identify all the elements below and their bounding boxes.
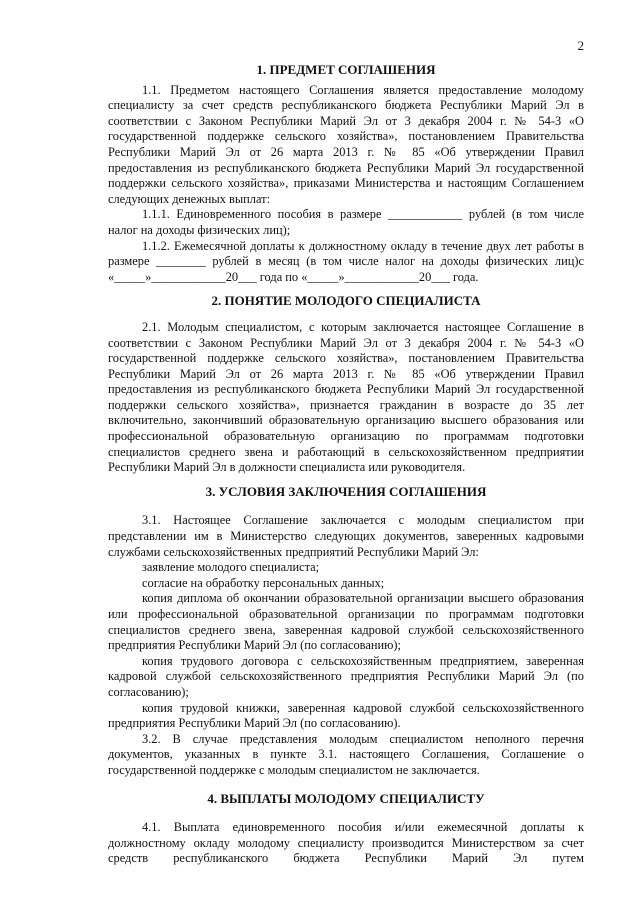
paragraph-1-1-2: 1.1.2. Ежемесячной доплаты к должностному окладу в течение двух лет работы в размере ________ рублей в месяц (в том числе налог на доходы физических лиц)с «_____»____________20___ года по «_____»____________20___ года. [108,238,584,284]
document-body [108,62,584,867]
list-item-contract: копия трудового договора с сельскохозяйственным предприятием, заверенная кадровой службой сельскохозяйственного предприятия Республики Марий Эл (по согласованию); [108,653,584,699]
list-item-workbook: копия трудовой книжки, заверенная кадровой службой сельскохозяйственного предприятия Республики Марий Эл (по согласованию). [108,700,584,731]
paragraph-3-1: 3.1. Настоящее Соглашение заключается с молодым специалистом при представлении им в Министерство следующих документов, заверенных кадровыми службами сельскохозяйственных предприятий Республики Марий Эл: [108,513,584,559]
section-title-definition: 2. ПОНЯТИЕ МОЛОДОГО СПЕЦИАЛИСТА [211,293,481,309]
list-item-application: заявление молодого специалиста; [142,560,320,575]
section-title-payments: 4. ВЫПЛАТЫ МОЛОДОМУ СПЕЦИАЛИСТУ [207,790,485,806]
section-payments [108,791,584,867]
paragraph-1-1: 1.1. Предметом настоящего Соглашения является предоставление молодому специалисту за счет средств республиканского бюджета Республики Марий Эл в соответствии с Законом Республики Марий Эл от 3 декабря 2004 г. № 54-З «О государственной поддержке сельского хозяйства», постановлением Правительства Республики Марий Эл от 26 марта 2013 г. № 85 «Об утверждении Правил предоставления из республиканского бюджета Республики Марий Эл государственной поддержки сельского хозяйства», приказами Министерства и настоящим Соглашением следующих денежных выплат: [108,82,584,206]
section-title-conditions: 3. УСЛОВИЯ ЗАКЛЮЧЕНИЯ СОГЛАШЕНИЯ [205,483,487,499]
paragraph-4-1: 4.1. Выплата единовременного пособия и/или ежемесячной доплаты к должностному окладу молодому специалисту производится Министерством за счет средств республиканского бюджета Республики Марий Эл путем [108,820,584,866]
section-definition [108,293,584,476]
list-item-diploma: копия диплома об окончании образовательной организации высшего образования или профессиональной образовательной организации по программам подготовки специалистов среднего звена, заверенная кадровой службой сельскохозяйственного предприятия Республики Марий Эл (по согласованию); [108,591,584,653]
section-title-subject: 1. ПРЕДМЕТ СОГЛАШЕНИЯ [256,62,436,77]
paragraph-3-2: 3.2. В случае представления молодым специалистом неполного перечня документов, указанных в пункте 3.1. настоящего Соглашения, Соглашение о государственной поддержке с молодым специалистом не заключается. [108,731,584,777]
paragraph-1-1-1: 1.1.1. Единовременного пособия в размере ____________ рублей (в том числе налог на доходы физических лиц); [108,207,584,237]
page-number: 2 [577,38,584,53]
paragraph-2-1: 2.1. Молодым специалистом, с которым заключается настоящее Соглашение в соответствии с Законом Республики Марий Эл от 3 декабря 2004 г. № 54-З «О государственной поддержке сельского хозяйства», постановлением Правительства Республики Марий Эл от 26 марта 2013 г. № 85 «Об утверждении Правил предоставления из республиканского бюджета Республики Марий Эл государственной поддержки сельского хозяйства», признается гражданин в возрасте до 35 лет включительно, закончивший образовательную организацию высшего образования или профессиональной образовательную организацию по программам подготовки специалистов среднего звена и работающий в сельскохозяйственном предприятии Республики Марий Эл в должности специалиста или руководителя. [108,319,584,475]
section-subject [108,62,584,285]
section-conditions [108,484,584,779]
list-item-consent: согласие на обработку персональных данных; [142,575,385,590]
